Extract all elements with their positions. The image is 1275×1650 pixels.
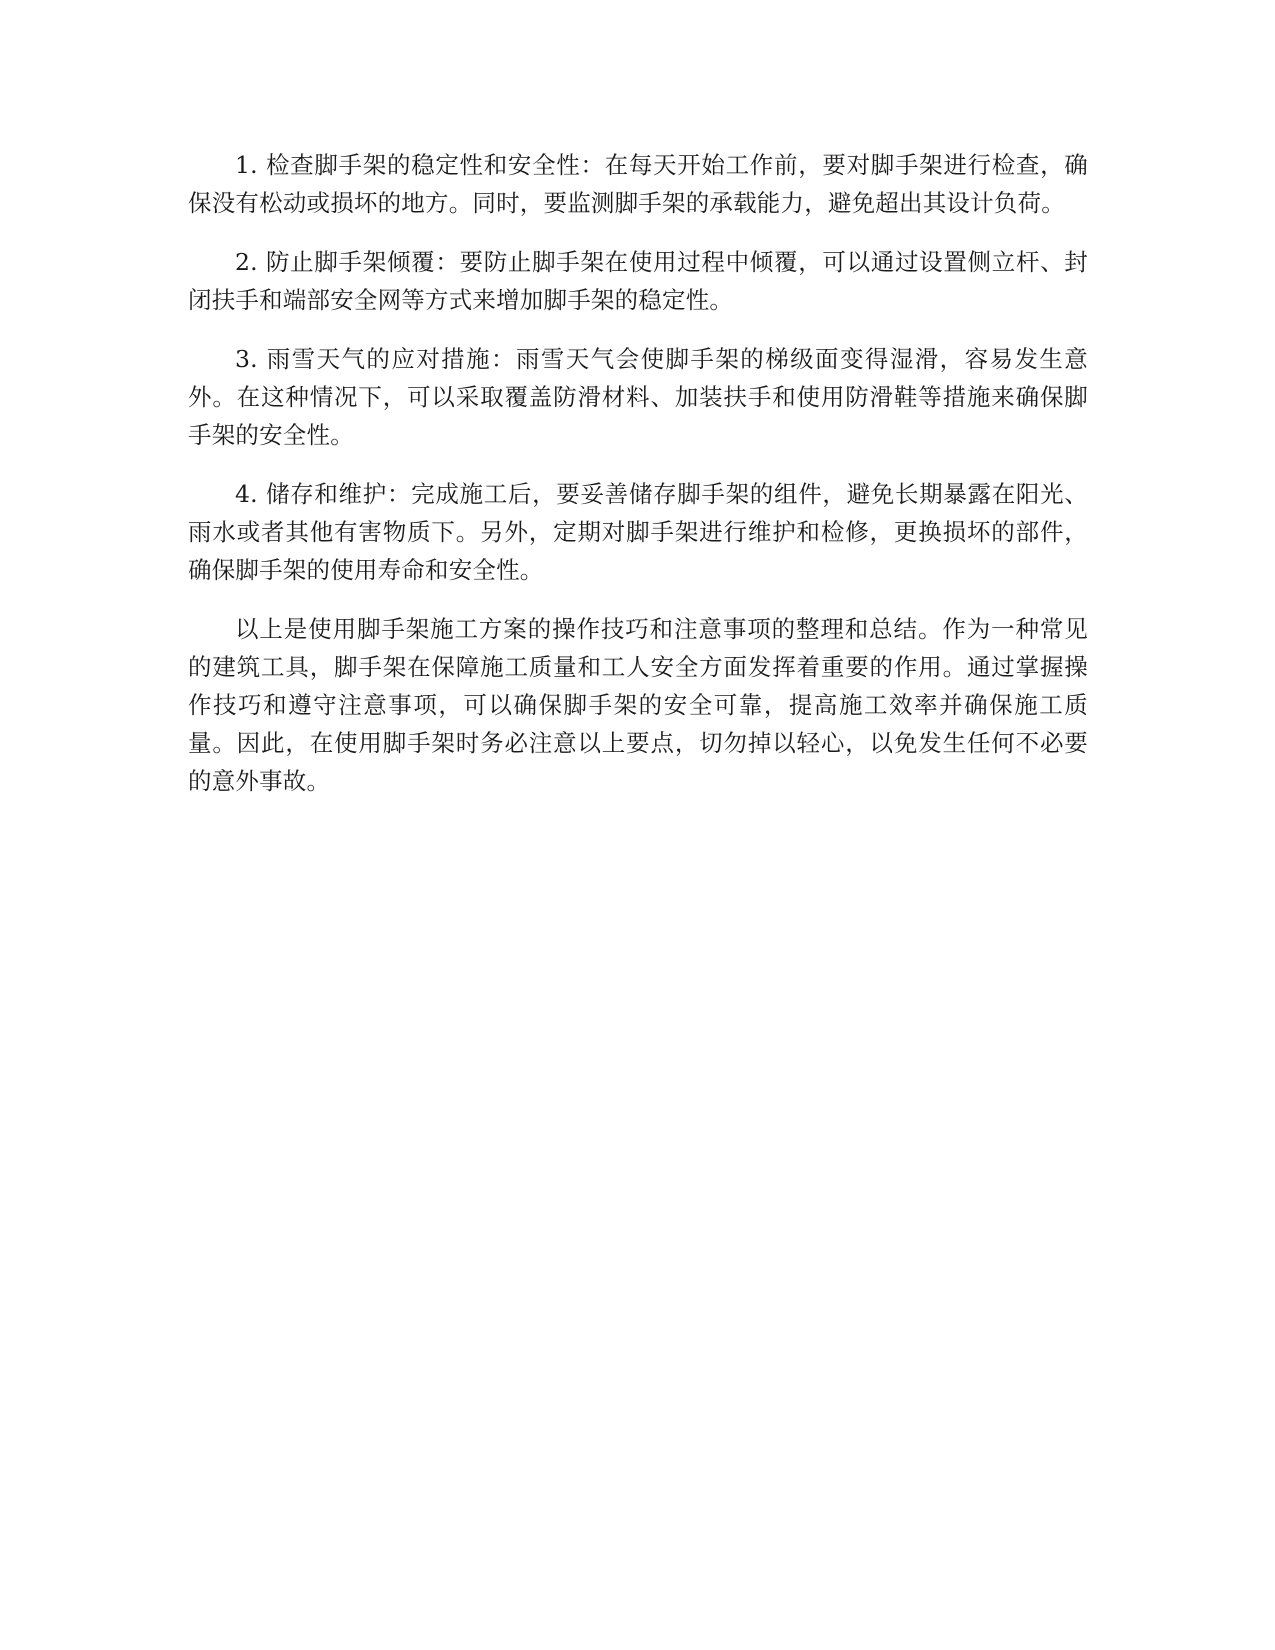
paragraph-summary: 以上是使用脚手架施工方案的操作技巧和注意事项的整理和总结。作为一种常见的建筑工具，脚手架在保障施工质量和工人安全方面发挥着重要的作用。通过掌握操作技巧和遵守注意事项，可以确保脚手架的安全可靠，提高施工效率并确保施工质量。因此，在使用脚手架时务必注意以上要点，切勿掉以轻心，以免发生任何不必要的意外事故。 bbox=[188, 615, 1088, 795]
paragraph-prevent-overturn: 2. 防止脚手架倾覆：要防止脚手架在使用过程中倾覆，可以通过设置侧立杆、封闭扶手和端部安全网等方式来增加脚手架的稳定性。 bbox=[188, 248, 1088, 314]
paragraph-check-stability: 1. 检查脚手架的稳定性和安全性：在每天开始工作前，要对脚手架进行检查，确保没有松动或损坏的地方。同时，要监测脚手架的承载能力，避免超出其设计负荷。 bbox=[188, 151, 1088, 217]
document-body bbox=[188, 146, 1088, 821]
paragraph-weather-measures: 3. 雨雪天气的应对措施：雨雪天气会使脚手架的梯级面变得湿滑，容易发生意外。在这种情况下，可以采取覆盖防滑材料、加装扶手和使用防滑鞋等措施来确保脚手架的安全性。 bbox=[188, 345, 1088, 449]
paragraph-storage-maintenance: 4. 储存和维护：完成施工后，要妥善储存脚手架的组件，避免长期暴露在阳光、雨水或者其他有害物质下。另外，定期对脚手架进行维护和检修，更换损坏的部件，确保脚手架的使用寿命和安全性。 bbox=[188, 480, 1088, 584]
